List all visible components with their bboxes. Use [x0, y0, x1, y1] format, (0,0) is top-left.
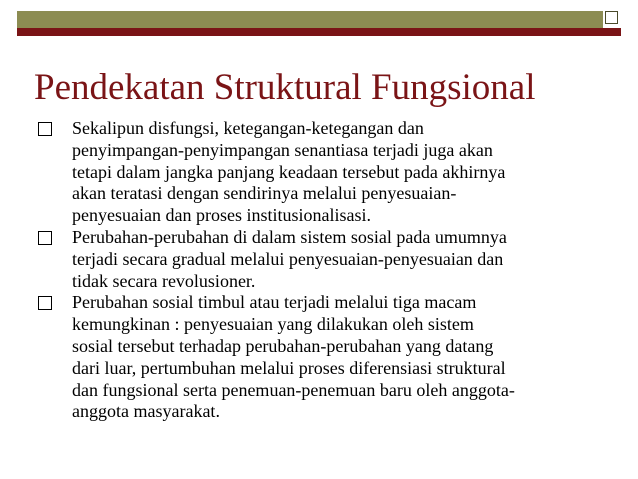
- list-item: [32, 118, 618, 227]
- list-item: [32, 227, 618, 292]
- slide-title: Pendekatan Struktural Fungsional: [34, 67, 536, 108]
- header-band-olive: [17, 11, 603, 28]
- hollow-square-bullet-icon: [38, 296, 52, 310]
- bullet-text: Perubahan sosial timbul atau terjadi melalui tiga macam kemungkinan : penyesuaian yang dilakukan oleh sistem sosial tersebut terhadap perubahan-perubahan yang datang dari luar, pertumbuhan melalui proses diferensiasi struktural dan fungsional serta penemuan-penemuan baru oleh anggota- anggota masyarakat.: [72, 292, 515, 422]
- list-item: [32, 292, 618, 423]
- header-corner-square: [605, 11, 618, 24]
- header-band-red: [17, 28, 621, 36]
- bullet-text: Sekalipun disfungsi, ketegangan-ketegangan dan penyimpangan-penyimpangan senantiasa terjadi juga akan tetapi dalam jangka panjang keadaan tersebut pada akhirnya akan teratasi dengan sendirinya melalui penyesuaian- penyesuaian dan proses institusionalisasi.: [72, 118, 506, 226]
- hollow-square-bullet-icon: [38, 122, 52, 136]
- bullet-list: [32, 118, 618, 423]
- bullet-text: Perubahan-perubahan di dalam sistem sosial pada umumnya terjadi secara gradual melalui penyesuaian-penyesuaian dan tidak secara revolusioner.: [72, 226, 507, 291]
- hollow-square-bullet-icon: [38, 231, 52, 245]
